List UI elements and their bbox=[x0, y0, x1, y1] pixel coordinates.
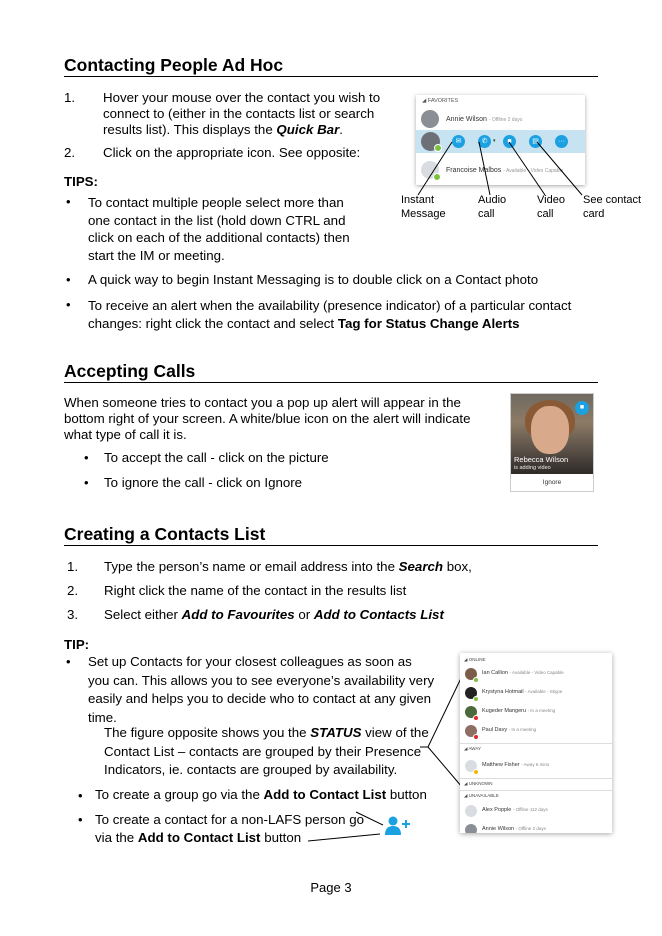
para-line: When someone tries to contact you a pop up alert will appear in the bbox=[64, 395, 461, 410]
bullet-dot: • bbox=[66, 194, 71, 209]
contact-name: Alex Popple - Offline 112 days bbox=[482, 807, 548, 813]
bullet-dot: • bbox=[78, 812, 83, 827]
presence-indicator bbox=[473, 677, 479, 683]
contact-card-icon[interactable]: ▤ bbox=[529, 135, 542, 148]
callout-video: Video call bbox=[537, 194, 565, 220]
para-line: what type of call it is. bbox=[64, 427, 187, 442]
step-line: . bbox=[339, 122, 343, 137]
step-number: 1. bbox=[64, 90, 76, 105]
callout-card: See contact card bbox=[583, 194, 642, 220]
contact-name: Paul Davy - In a meeting bbox=[482, 727, 537, 733]
contact-row[interactable] bbox=[460, 803, 612, 821]
contact-name: Krystyna Hotmail - Available - Skype bbox=[482, 689, 563, 695]
arrow-to-icon bbox=[356, 812, 383, 825]
ignore-button[interactable]: Ignore bbox=[542, 479, 562, 486]
bullet-dot: • bbox=[84, 450, 89, 465]
collapse-arrow-icon: ◢ bbox=[422, 98, 428, 104]
step-text: Right click the name of the contact in the results list bbox=[104, 583, 407, 598]
tip-line: To receive an alert when the availability (presence indicator) of a particular contact bbox=[88, 298, 572, 313]
accepting-paragraph bbox=[64, 395, 504, 443]
bullet-text: To ignore the call - click on Ignore bbox=[104, 475, 303, 490]
chevron-down-icon[interactable]: ▾ bbox=[493, 138, 496, 144]
tip-line: one contact in the list (hold down CTRL and bbox=[88, 212, 346, 228]
contact-row[interactable] bbox=[460, 758, 612, 776]
photo-face bbox=[531, 406, 569, 454]
more-icon[interactable]: ··· bbox=[555, 135, 568, 148]
tip-line: To contact multiple people select more than bbox=[88, 195, 344, 210]
contact-name: Annie Wilson - Offline 2 days bbox=[446, 116, 523, 123]
step-line: Hover your mouse over the contact you wish to bbox=[103, 90, 381, 105]
bullet-dot: • bbox=[66, 297, 71, 312]
group-header: ◢ ONLINE bbox=[464, 657, 486, 662]
contact-row[interactable] bbox=[460, 666, 612, 684]
contact-row[interactable] bbox=[460, 685, 612, 703]
section-rule bbox=[64, 382, 598, 383]
call-alert bbox=[510, 393, 594, 492]
avatar bbox=[465, 824, 477, 833]
section-title-accepting: Accepting Calls bbox=[64, 361, 196, 381]
tag-status-term: Tag for Status Change Alerts bbox=[337, 316, 520, 331]
video-icon[interactable]: ■ bbox=[503, 135, 516, 148]
step-number: 2. bbox=[67, 583, 79, 598]
caller-status: is adding video bbox=[514, 465, 551, 471]
step-text: Type the person’s name or email address into the Search box, bbox=[104, 559, 472, 574]
divider bbox=[460, 790, 612, 791]
contact-row[interactable] bbox=[460, 822, 612, 833]
figure-description: The figure opposite shows you the STATUS view of the Contact List – contacts are grouped by their Presence Indicators, ie. contacts are grouped by availability. bbox=[104, 725, 429, 777]
video-icon: ■ bbox=[575, 401, 589, 415]
divider bbox=[460, 743, 612, 744]
arrow-online bbox=[428, 674, 463, 747]
tip-text bbox=[88, 297, 598, 333]
step-line: results list). This displays the bbox=[103, 122, 277, 137]
step-number: 3. bbox=[67, 607, 79, 622]
add-contact-list-term: Add to Contact List bbox=[263, 787, 387, 802]
bullet-text: To create a group go via the Add to Contact List button bbox=[95, 787, 427, 802]
bullet-text: To accept the call - click on the picture bbox=[104, 450, 329, 465]
step-line: connect to (either in the contacts list or search bbox=[103, 106, 375, 121]
chat-icon[interactable]: ✉ bbox=[452, 135, 465, 148]
contact-name: Kugeder Mangeru - In a meeting bbox=[482, 708, 556, 714]
group-header: ◢ AWAY bbox=[464, 746, 482, 751]
tip-line: click on each of the additional contacts) then bbox=[88, 230, 350, 245]
contact-name: Matthew Fisher - Away 6 mins bbox=[482, 762, 550, 768]
step-number: 2. bbox=[64, 145, 76, 160]
arrow-card bbox=[537, 142, 582, 195]
arrow-to-icon bbox=[308, 834, 380, 841]
tip-line: changes: right click the contact and select bbox=[88, 316, 338, 331]
section-rule bbox=[64, 545, 598, 546]
bullet-dot: • bbox=[84, 475, 89, 490]
presence-indicator bbox=[473, 734, 479, 740]
tips-label: TIPS: bbox=[64, 174, 98, 189]
contact-name: Ian Callion - Available - Video Capable bbox=[482, 670, 564, 676]
step-text: Select either Add to Favourites or Add to Contacts List bbox=[104, 607, 444, 622]
arrow-video bbox=[509, 142, 545, 195]
contacts-list-figure bbox=[460, 653, 612, 833]
favorites-header: ◢ FAVORITES bbox=[422, 98, 459, 104]
tip-text: A quick way to begin Instant Messaging is to double click on a Contact photo bbox=[88, 272, 539, 287]
caller-photo[interactable] bbox=[511, 394, 593, 474]
contact-row[interactable] bbox=[460, 723, 612, 741]
step-text: Click on the appropriate icon. See opposite: bbox=[103, 145, 361, 160]
bullet-text: To create a contact for a non-LAFS person go via the Add to Contact List button bbox=[95, 812, 365, 845]
caller-name: Rebecca Wilson bbox=[514, 455, 569, 464]
step-number: 1. bbox=[67, 559, 79, 574]
callout-audio: Audio call bbox=[478, 194, 507, 220]
page-number: Page 3 bbox=[310, 880, 352, 895]
callout-arrows bbox=[0, 0, 662, 300]
search-term: Search bbox=[398, 559, 444, 574]
add-contact-list-term: Add to Contact List bbox=[137, 830, 261, 845]
presence-indicator bbox=[473, 769, 479, 775]
section-title-contacts: Creating a Contacts List bbox=[64, 524, 266, 544]
contact-name: Francoise Malbos - Available - Video Capable bbox=[446, 167, 564, 174]
tip-line: start the IM or meeting. bbox=[88, 247, 225, 263]
group-header: ◢ UNAVAILABLE bbox=[464, 793, 499, 798]
para-line: bottom right of your screen. A white/blue icon on the alert will indicate bbox=[64, 411, 471, 426]
bullet-dot: • bbox=[66, 272, 71, 287]
tip-label: TIP: bbox=[64, 637, 90, 652]
arrow-im bbox=[418, 142, 452, 195]
avatar bbox=[465, 805, 477, 817]
tip-text: Set up Contacts for your closest colleagues as soon as you can. This allows you to see everyone’s availability very easily and helps you to decide who to contact at any given time. bbox=[88, 654, 435, 725]
favourites-term: Add to Favourites bbox=[181, 607, 295, 622]
contact-row[interactable] bbox=[460, 704, 612, 722]
arrow-audio bbox=[479, 142, 490, 195]
contact-name: Annie Wilson - Offline 2 days bbox=[482, 826, 546, 832]
status-term: STATUS bbox=[310, 725, 362, 740]
bullet-dot: • bbox=[78, 788, 83, 803]
arrow-unavailable bbox=[428, 747, 462, 787]
group-header: ◢ UNKNOWN bbox=[464, 781, 493, 786]
phone-icon[interactable]: ✆ bbox=[478, 135, 491, 148]
quick-bar-term: Quick Bar bbox=[276, 122, 340, 137]
presence-indicator bbox=[473, 715, 479, 721]
section-title-contacting: Contacting People Ad Hoc bbox=[64, 55, 284, 75]
contacts-list-term: Add to Contacts List bbox=[313, 607, 444, 622]
callout-im: Instant Message bbox=[401, 194, 446, 220]
presence-indicator bbox=[473, 696, 479, 702]
bullet-dot: • bbox=[66, 654, 71, 669]
divider bbox=[460, 778, 612, 779]
